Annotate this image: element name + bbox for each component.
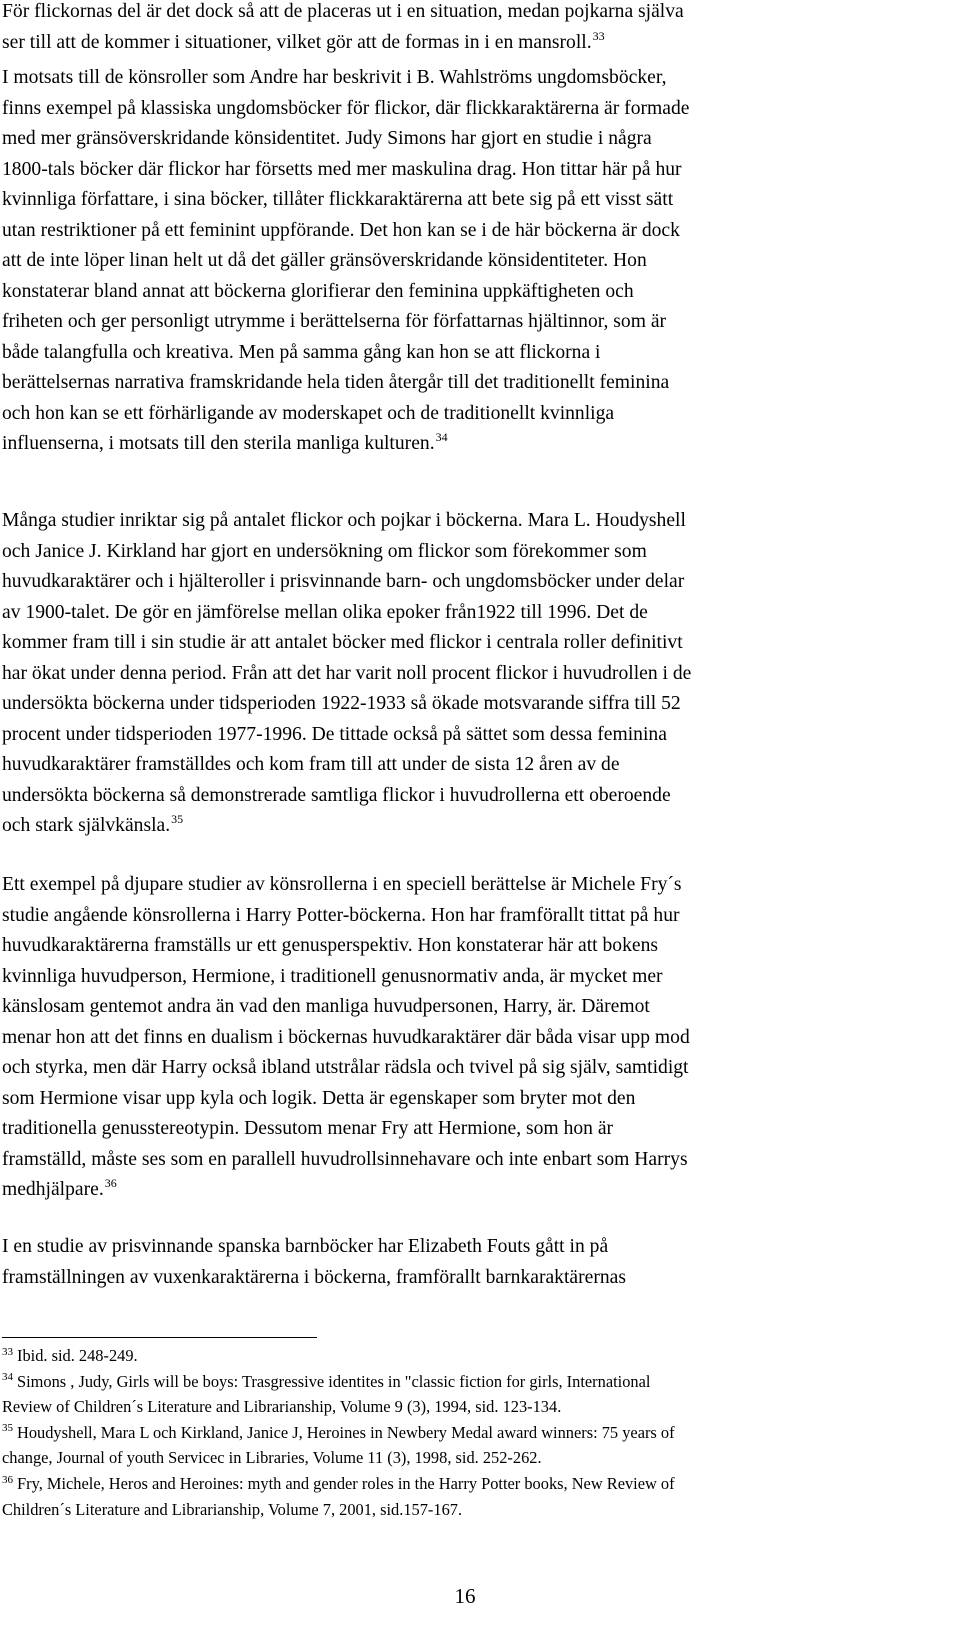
paragraph-line: huvudkaraktärer och i hjälteroller i prisvinnande barn- och ungdomsböcker under delar [2,571,685,592]
footnote-text: Houdyshell, Mara L och Kirkland, Janice J, Heroines in Newbery Medal award winners: 75 years of [17,1422,675,1442]
paragraph-line [2,1175,690,1206]
paragraph-line: berättelsernas narrativa framskridande hela tiden återgår till det traditionellt feminina [2,372,670,393]
paragraph-line: kvinnliga huvudperson, Hermione, i traditionell genusnormativ anda, är mycket mer [2,965,663,987]
footnote-number: 35 [2,1422,13,1435]
paragraph-line: kvinnliga författare, i sina böcker, tillåter flickkaraktärerna att bete sig på ett visst sätt [2,189,674,210]
paragraph-line: I motsats till de könsroller som Andre har beskrivit i B. Wahlströms ungdomsböcker, [2,67,667,88]
footnote-number: 33 [2,1345,13,1358]
line-text: och stark självkänsla. [2,815,171,836]
footnote-number: 36 [2,1473,13,1486]
paragraph-line: kommer fram till i sin studie är att antalet böcker med flickor i centrala roller definitivt [2,632,683,653]
paragraph-line: och Janice J. Kirkland har gjort en undersökning om flickor som förekommer som [2,540,647,562]
paragraph-line: konstaterar bland annat att böckerna glorifierar den feminina uppkäftigheten och [2,280,634,302]
paragraph-line: huvudkaraktärerna framställs ur ett genusperspektiv. Hon konstaterar här att bokens [2,935,658,956]
footnote-text: Simons , Judy, Girls will be boys: Trasgressive identites in "classic fiction for girls, International [17,1371,651,1391]
footnote-text: Ibid. sid. 248-249. [17,1346,138,1365]
paragraph-line: traditionella genusstereotypin. Dessutom menar Fry att Hermione, som hon är [2,1118,614,1139]
footnote-34 [2,1369,942,1395]
paragraph-line: huvudkaraktärer framställdes och kom fram till att under de sista 12 åren av de [2,754,620,775]
paragraph-line: undersökta böckerna under tidsperioden 1922-1933 så ökade motsvarande siffra till 52 [2,693,681,714]
paragraph-line: 1800-tals böcker där flickor har försetts med mer maskulina drag. Hon tittar här på hur [2,158,682,180]
paragraph-line: har ökat under denna period. Från att det har varit noll procent flickor i huvudrollen i de [2,662,692,684]
paragraph-line: med mer gränsöverskridande könsidentitet. Judy Simons har gjort en studie i några [2,128,652,149]
paragraph-line: och styrka, men där Harry också ibland utstrålar rädsla och tvivel på sig själv, samtidigt [2,1057,689,1078]
paragraph-line [2,429,689,460]
paragraph-4 [2,870,690,1206]
footnote-36-cont: Children´s Literature and Librarianship, Volume 7, 2001, sid.157-167. [2,1499,463,1519]
paragraph-line: känslosam gentemot andra än vad den manliga huvudpersonen, Harry, är. Däremot [2,996,650,1017]
paragraph-line: finns exempel på klassiska ungdomsböcker för flickor, där flickkaraktärerna är formade [2,97,690,119]
paragraph-line: friheten och ger personligt utrymme i berättelserna för författarnas hjältinnor, som är [2,311,667,332]
paragraph-line: som Hermione visar upp kyla och logik. Detta är egenskaper som bryter mot den [2,1087,636,1109]
paragraph-line: både talangfulla och kreativa. Men på samma gång kan hon se att flickorna i [2,341,601,363]
paragraph-line: framställd, måste ses som en parallell huvudrollsinnehavare och inte enbart som Harrys [2,1148,688,1170]
footnote-text: Fry, Michele, Heros and Heroines: myth and gender roles in the Harry Potter books, New Review of [17,1473,675,1493]
footnote-ref: 35 [171,812,184,827]
footnote-35-cont: change, Journal of youth Servicec in Libraries, Volume 11 (3), 1998, sid. 252-262. [2,1448,542,1468]
paragraph-line: utan restriktioner på ett feminint uppförande. Det hon kan se i de här böckerna är dock [2,219,680,241]
paragraph-line: framställningen av vuxenkaraktärerna i böckerna, framförallt barnkaraktärernas [2,1266,626,1288]
line-text: influenserna, i motsats till den sterila manliga kulturen. [2,433,435,454]
page-number: 16 [454,1584,476,1608]
paragraph-line: Många studier inriktar sig på antalet flickor och pojkar i böckerna. Mara L. Houdyshell [2,510,686,531]
line-text: ser till att de kommer i situationer, vilket gör att de formas in i en mansroll. [2,31,592,53]
paragraph-line: och hon kan se ett förhärligande av moderskapet och de traditionellt kvinnliga [2,402,615,424]
paragraph-line: menar hon att det finns en dualism i böckernas huvudkaraktärer där båda visar upp mod [2,1026,690,1048]
paragraph-line [2,28,684,59]
footnote-separator [2,1337,317,1338]
line-text: medhjälpare. [2,1179,104,1200]
paragraph-line: studie angående könsrollerna i Harry Potter-böckerna. Hon har framförallt tittat på hur [2,904,680,926]
footnote-number: 34 [2,1371,13,1384]
paragraph-line: undersökta böckerna så demonstrerade samtliga flickor i huvudrollerna ett oberoende [2,784,671,806]
paragraph-2 [2,63,689,460]
paragraph-line: I en studie av prisvinnande spanska barnböcker har Elizabeth Fouts gått in på [2,1236,609,1257]
footnote-36 [2,1471,942,1497]
paragraph-line: att de inte löper linan helt ut då det gäller gränsöverskridande könsidentiteter. Hon [2,250,647,271]
paragraph-line: av 1900-talet. De gör en jämförelse mellan olika epoker från1922 till 1996. Det de [2,601,648,623]
paragraph-3 [2,506,691,842]
footnote-ref: 34 [435,430,448,445]
footnotes [2,1343,942,1522]
footnote-34-cont: Review of Children´s Literature and Librarianship, Volume 9 (3), 1994, sid. 123-134. [2,1397,562,1417]
paragraph-1 [2,0,684,58]
paragraph-line: procent under tidsperioden 1977-1996. De tittade också på sättet som dessa feminina [2,723,667,745]
footnote-ref: 36 [104,1176,117,1191]
footnote-35 [2,1420,942,1446]
paragraph-line: Ett exempel på djupare studier av könsrollerna i en speciell berättelse är Michele Fry´s [2,874,682,895]
paragraph-5 [2,1232,626,1293]
footnote-33 [2,1343,942,1369]
paragraph-line [2,811,691,842]
footnote-ref: 33 [592,28,605,43]
paragraph-line: För flickornas del är det dock så att de placeras ut i en situation, medan pojkarna själva [2,1,684,22]
